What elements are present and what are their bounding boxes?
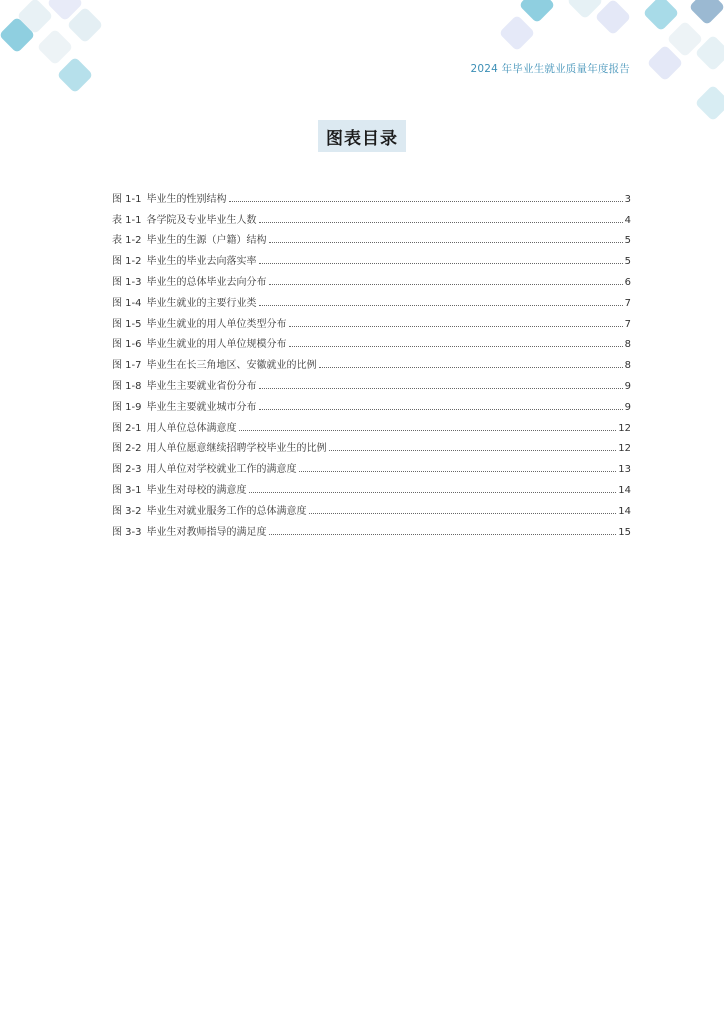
- toc-entry-label: 毕业生的毕业去向落实率: [146, 256, 257, 268]
- toc-entry-page: 4: [624, 214, 631, 226]
- toc-entry-page: 15: [618, 526, 631, 538]
- toc-dot-leader: [259, 388, 623, 389]
- toc-entry[interactable]: [112, 246, 631, 267]
- corner-decoration-tile: [519, 0, 556, 23]
- toc-entry[interactable]: [112, 413, 631, 434]
- toc-entry[interactable]: [112, 371, 631, 392]
- toc-entry[interactable]: [112, 392, 631, 413]
- toc-entry-number: 图 1-6: [112, 339, 142, 351]
- toc-entry[interactable]: [112, 434, 631, 455]
- toc-entry-number: 图 1-3: [112, 276, 142, 288]
- toc-entry[interactable]: [112, 496, 631, 517]
- toc-dot-leader: [259, 305, 623, 306]
- toc-dot-leader: [269, 534, 617, 535]
- toc-dot-leader: [289, 326, 623, 327]
- toc-entry-number: 图 1-1: [112, 193, 142, 205]
- toc-entry-label: 毕业生对就业服务工作的总体满意度: [146, 505, 307, 517]
- toc-entry-page: 14: [618, 505, 631, 517]
- toc-entry-number: 图 3-2: [112, 505, 142, 517]
- toc-entry[interactable]: [112, 454, 631, 475]
- toc-entry-page: 13: [618, 464, 631, 476]
- corner-decoration-tile: [37, 29, 74, 66]
- toc-entry-label: 毕业生主要就业省份分布: [146, 380, 257, 392]
- toc-entry-page: 8: [624, 339, 631, 351]
- toc-entry-number: 图 3-1: [112, 484, 142, 496]
- toc-entry-label: 毕业生主要就业城市分布: [146, 401, 257, 413]
- toc-dot-leader: [249, 492, 617, 493]
- toc-entry-page: 7: [624, 297, 631, 309]
- toc-entry-label: 毕业生的生源（户籍）结构: [146, 235, 267, 247]
- toc-entry[interactable]: [112, 184, 631, 205]
- toc-entry-number: 图 1-2: [112, 256, 142, 268]
- toc-entry-label: 毕业生在长三角地区、安徽就业的比例: [146, 360, 317, 372]
- toc-entry-page: 9: [624, 380, 631, 392]
- toc-dot-leader: [269, 242, 623, 243]
- toc-entry-number: 图 2-2: [112, 443, 142, 455]
- corner-decoration-tile: [689, 0, 724, 25]
- report-header-title: 2024 年毕业生就业质量年度报告: [470, 63, 630, 75]
- toc-entry-page: 9: [624, 401, 631, 413]
- table-of-figures: [112, 184, 631, 538]
- toc-entry-label: 毕业生对母校的满意度: [146, 484, 247, 496]
- toc-title-wrapper: [0, 120, 724, 152]
- toc-entry-number: 图 1-8: [112, 380, 142, 392]
- toc-entry[interactable]: [112, 309, 631, 330]
- toc-entry-page: 8: [624, 360, 631, 372]
- toc-dot-leader: [299, 471, 617, 472]
- toc-entry-label: 用人单位愿意继续招聘学校毕业生的比例: [146, 443, 327, 455]
- toc-entry-number: 图 3-3: [112, 526, 142, 538]
- toc-entry-label: 各学院及专业毕业生人数: [146, 214, 257, 226]
- toc-dot-leader: [239, 430, 617, 431]
- toc-entry-page: 12: [618, 443, 631, 455]
- toc-entry-page: 5: [624, 256, 631, 268]
- toc-entry[interactable]: [112, 350, 631, 371]
- toc-entry-page: 3: [624, 193, 631, 205]
- toc-entry-number: 图 1-9: [112, 401, 142, 413]
- corner-decoration-tile: [499, 15, 536, 52]
- toc-entry[interactable]: [112, 267, 631, 288]
- toc-entry[interactable]: [112, 288, 631, 309]
- toc-dot-leader: [319, 367, 623, 368]
- toc-entry-number: 图 1-5: [112, 318, 142, 330]
- corner-decoration-tile: [57, 57, 94, 94]
- toc-entry[interactable]: [112, 475, 631, 496]
- toc-entry-page: 5: [624, 235, 631, 247]
- toc-entry-label: 毕业生就业的用人单位类型分布: [146, 318, 287, 330]
- toc-title: 图表目录: [318, 120, 406, 152]
- toc-entry-number: 图 2-3: [112, 464, 142, 476]
- toc-entry-label: 用人单位对学校就业工作的满意度: [146, 464, 297, 476]
- toc-entry-label: 用人单位总体满意度: [146, 422, 237, 434]
- toc-dot-leader: [259, 263, 623, 264]
- toc-entry-label: 毕业生就业的用人单位规模分布: [146, 339, 287, 351]
- toc-entry-number: 图 1-4: [112, 297, 142, 309]
- toc-dot-leader: [259, 222, 623, 223]
- toc-entry-page: 12: [618, 422, 631, 434]
- toc-entry[interactable]: [112, 226, 631, 247]
- toc-dot-leader: [309, 513, 617, 514]
- toc-entry-label: 毕业生的性别结构: [146, 193, 227, 205]
- toc-dot-leader: [229, 201, 623, 202]
- toc-entry-label: 毕业生的总体毕业去向分布: [146, 276, 267, 288]
- corner-decoration-tile: [643, 0, 680, 31]
- toc-entry-page: 7: [624, 318, 631, 330]
- toc-entry-number: 图 2-1: [112, 422, 142, 434]
- toc-entry-number: 表 1-2: [112, 235, 142, 247]
- toc-entry[interactable]: [112, 330, 631, 351]
- toc-entry[interactable]: [112, 517, 631, 538]
- toc-entry-label: 毕业生就业的主要行业类: [146, 297, 257, 309]
- toc-dot-leader: [259, 409, 623, 410]
- toc-entry-number: 表 1-1: [112, 214, 142, 226]
- toc-dot-leader: [329, 450, 617, 451]
- toc-entry-page: 6: [624, 276, 631, 288]
- toc-entry[interactable]: [112, 205, 631, 226]
- toc-entry-number: 图 1-7: [112, 360, 142, 372]
- toc-entry-page: 14: [618, 484, 631, 496]
- toc-dot-leader: [289, 346, 623, 347]
- toc-entry-label: 毕业生对教师指导的满足度: [146, 526, 267, 538]
- toc-dot-leader: [269, 284, 623, 285]
- corner-decoration-tile: [595, 0, 632, 35]
- corner-decoration-tile: [695, 85, 724, 122]
